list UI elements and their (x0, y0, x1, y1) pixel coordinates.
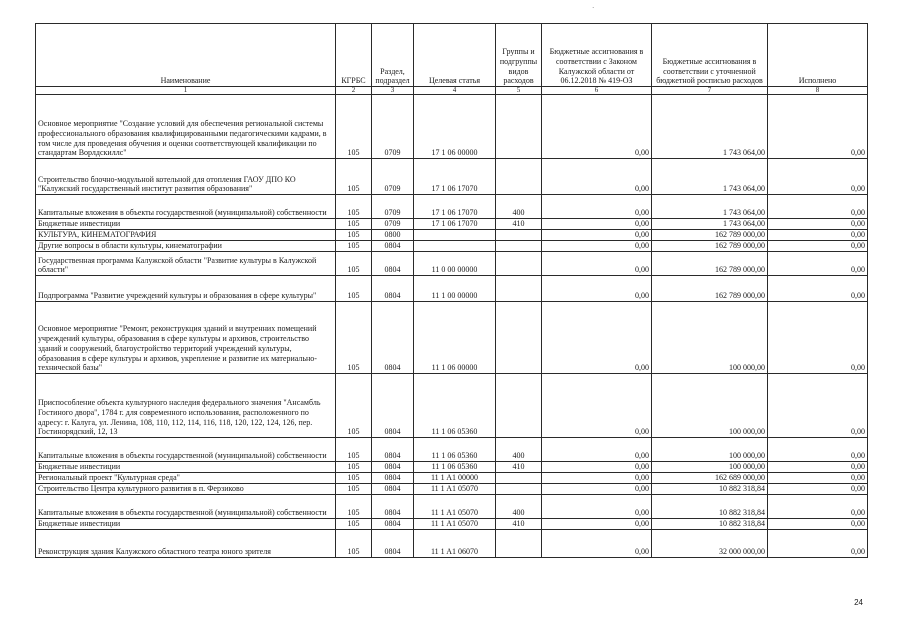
row-law: 0,00 (542, 519, 652, 530)
row-ktrbs: 105 (336, 495, 372, 519)
row-ktrbs: 105 (336, 462, 372, 473)
row-law: 0,00 (542, 195, 652, 219)
row-executed: 0,00 (768, 374, 868, 438)
row-target: 11 1 A1 06070 (414, 530, 496, 558)
row-section: 0804 (372, 519, 414, 530)
row-name: Строительство Центра культурного развития в п. Ферзиково (36, 484, 336, 495)
row-law: 0,00 (542, 159, 652, 195)
row-executed: 0,00 (768, 484, 868, 495)
row-group (496, 159, 542, 195)
row-ktrbs: 105 (336, 302, 372, 374)
row-name: Капитальные вложения в объекты государственной (муниципальной) собственности (36, 195, 336, 219)
row-name: Капитальные вложения в объекты государственной (муниципальной) собственности (36, 438, 336, 462)
row-law: 0,00 (542, 484, 652, 495)
row-section: 0709 (372, 195, 414, 219)
row-executed: 0,00 (768, 530, 868, 558)
row-name: Бюджетные инвестиции (36, 462, 336, 473)
row-refined: 10 882 318,84 (652, 519, 768, 530)
row-group: 410 (496, 462, 542, 473)
row-target: 11 1 A1 05070 (414, 519, 496, 530)
header-law: Бюджетные ассигнования в соответствии с Законом Калужской области от 06.12.2018 № 419-ОЗ (542, 24, 652, 87)
row-target: 11 1 A1 05070 (414, 484, 496, 495)
row-section: 0709 (372, 159, 414, 195)
row-refined: 100 000,00 (652, 462, 768, 473)
column-number: 8 (768, 87, 868, 95)
table-row (36, 530, 868, 558)
row-name: Государственная программа Калужской области "Развитие культуры в Калужской области" (36, 252, 336, 276)
column-number: 3 (372, 87, 414, 95)
row-refined: 162 789 000,00 (652, 252, 768, 276)
row-law: 0,00 (542, 241, 652, 252)
header-name: Наименование (36, 24, 336, 87)
column-number-row (36, 87, 868, 95)
row-refined: 10 882 318,84 (652, 484, 768, 495)
row-group (496, 374, 542, 438)
column-number: 7 (652, 87, 768, 95)
row-executed: 0,00 (768, 230, 868, 241)
row-executed: 0,00 (768, 195, 868, 219)
row-name: Подпрограмма "Развитие учреждений культуры и образования в сфере культуры" (36, 276, 336, 302)
row-executed: 0,00 (768, 276, 868, 302)
row-name: Приспособление объекта культурного наследия федерального значения "Ансамбль Гостиного двора", 1784 г. для современного использования, расположенного по адресу: г. Калуга, ул. Ленина, 108, 110, 112, 114, 116, 118, 120, 122, 124, 126, пер. Гостинорядский, 12, 13 (36, 374, 336, 438)
row-executed: 0,00 (768, 252, 868, 276)
row-refined: 162 789 000,00 (652, 276, 768, 302)
row-target: 17 1 06 17070 (414, 159, 496, 195)
row-section: 0709 (372, 95, 414, 159)
row-name: КУЛЬТУРА, КИНЕМАТОГРАФИЯ (36, 230, 336, 241)
row-law: 0,00 (542, 495, 652, 519)
row-name: Бюджетные инвестиции (36, 519, 336, 530)
table-row (36, 219, 868, 230)
table-row (36, 241, 868, 252)
row-executed: 0,00 (768, 302, 868, 374)
row-law: 0,00 (542, 219, 652, 230)
table-row (36, 95, 868, 159)
row-target: 11 1 06 00000 (414, 302, 496, 374)
row-executed: 0,00 (768, 95, 868, 159)
row-target: 17 1 06 17070 (414, 219, 496, 230)
table-row (36, 159, 868, 195)
table-row (36, 438, 868, 462)
row-law: 0,00 (542, 374, 652, 438)
row-executed: 0,00 (768, 473, 868, 484)
header-ktrbs: КГРБС (336, 24, 372, 87)
budget-table (35, 23, 868, 558)
row-refined: 1 743 064,00 (652, 159, 768, 195)
row-target: 11 1 06 05360 (414, 438, 496, 462)
row-section: 0804 (372, 462, 414, 473)
row-target: 17 1 06 00000 (414, 95, 496, 159)
header-groups: Группы и подгруппы видов расходов (496, 24, 542, 87)
row-law: 0,00 (542, 276, 652, 302)
table-row (36, 484, 868, 495)
row-group (496, 252, 542, 276)
row-executed: 0,00 (768, 519, 868, 530)
column-number: 4 (414, 87, 496, 95)
row-section: 0804 (372, 374, 414, 438)
row-target: 17 1 06 17070 (414, 195, 496, 219)
row-name: Региональный проект "Культурная среда" (36, 473, 336, 484)
header-target: Целевая статья (414, 24, 496, 87)
row-section: 0804 (372, 241, 414, 252)
column-number: 2 (336, 87, 372, 95)
row-refined: 1 743 064,00 (652, 195, 768, 219)
row-refined: 162 689 000,00 (652, 473, 768, 484)
row-group (496, 530, 542, 558)
row-target (414, 230, 496, 241)
table-row (36, 374, 868, 438)
row-ktrbs: 105 (336, 252, 372, 276)
row-ktrbs: 105 (336, 276, 372, 302)
row-name: Капитальные вложения в объекты государственной (муниципальной) собственности (36, 495, 336, 519)
row-group: 400 (496, 438, 542, 462)
scan-mark: · (592, 4, 595, 12)
row-ktrbs: 105 (336, 195, 372, 219)
row-ktrbs: 105 (336, 374, 372, 438)
row-section: 0804 (372, 276, 414, 302)
row-target: 11 1 06 05360 (414, 462, 496, 473)
row-ktrbs: 105 (336, 219, 372, 230)
page-number: 24 (854, 598, 863, 607)
row-ktrbs: 105 (336, 530, 372, 558)
row-law: 0,00 (542, 252, 652, 276)
table-row (36, 462, 868, 473)
row-law: 0,00 (542, 462, 652, 473)
row-group (496, 241, 542, 252)
table-row (36, 495, 868, 519)
row-ktrbs: 105 (336, 95, 372, 159)
row-refined: 100 000,00 (652, 302, 768, 374)
row-ktrbs: 105 (336, 473, 372, 484)
row-section: 0804 (372, 438, 414, 462)
row-law: 0,00 (542, 230, 652, 241)
row-target: 11 1 00 00000 (414, 276, 496, 302)
row-group: 410 (496, 519, 542, 530)
row-refined: 1 743 064,00 (652, 219, 768, 230)
table-row (36, 519, 868, 530)
table-row (36, 276, 868, 302)
row-name: Бюджетные инвестиции (36, 219, 336, 230)
row-ktrbs: 105 (336, 519, 372, 530)
row-section: 0804 (372, 484, 414, 495)
row-group: 400 (496, 495, 542, 519)
row-refined: 32 000 000,00 (652, 530, 768, 558)
table-row (36, 230, 868, 241)
row-section: 0800 (372, 230, 414, 241)
row-executed: 0,00 (768, 219, 868, 230)
row-section: 0709 (372, 219, 414, 230)
row-group (496, 473, 542, 484)
row-refined: 162 789 000,00 (652, 230, 768, 241)
column-number: 6 (542, 87, 652, 95)
row-refined: 162 789 000,00 (652, 241, 768, 252)
row-executed: 0,00 (768, 241, 868, 252)
row-law: 0,00 (542, 95, 652, 159)
row-group: 410 (496, 219, 542, 230)
row-section: 0804 (372, 252, 414, 276)
header-executed: Исполнено (768, 24, 868, 87)
header-refined: Бюджетные ассигнования в соответствии с уточненной бюджетной росписью расходов (652, 24, 768, 87)
row-executed: 0,00 (768, 159, 868, 195)
row-refined: 100 000,00 (652, 374, 768, 438)
header-section: Раздел, подраздел (372, 24, 414, 87)
row-law: 0,00 (542, 530, 652, 558)
table-row (36, 252, 868, 276)
row-section: 0804 (372, 495, 414, 519)
header-row (36, 24, 868, 87)
row-ktrbs: 105 (336, 438, 372, 462)
row-ktrbs: 105 (336, 230, 372, 241)
row-ktrbs: 105 (336, 241, 372, 252)
row-name: Другие вопросы в области культуры, кинематографии (36, 241, 336, 252)
row-section: 0804 (372, 530, 414, 558)
table-row (36, 302, 868, 374)
column-number: 5 (496, 87, 542, 95)
row-group: 400 (496, 195, 542, 219)
row-target: 11 0 00 00000 (414, 252, 496, 276)
row-group (496, 276, 542, 302)
row-executed: 0,00 (768, 495, 868, 519)
row-ktrbs: 105 (336, 159, 372, 195)
row-target: 11 1 A1 00000 (414, 473, 496, 484)
row-executed: 0,00 (768, 438, 868, 462)
row-name: Реконструкция здания Калужского областного театра юного зрителя (36, 530, 336, 558)
row-name: Основное мероприятие "Создание условий для обеспечения региональной системы профессионального образования квалифицированными педагогическими кадрами, в том числе для проведения обучения и оценки соответствующей квалификации по стандартам Ворлдскиллс" (36, 95, 336, 159)
row-target: 11 1 06 05360 (414, 374, 496, 438)
row-refined: 1 743 064,00 (652, 95, 768, 159)
column-number: 1 (36, 87, 336, 95)
row-group (496, 95, 542, 159)
row-refined: 100 000,00 (652, 438, 768, 462)
row-target: 11 1 A1 05070 (414, 495, 496, 519)
row-group (496, 230, 542, 241)
row-group (496, 484, 542, 495)
row-section: 0804 (372, 302, 414, 374)
row-executed: 0,00 (768, 462, 868, 473)
row-target (414, 241, 496, 252)
row-law: 0,00 (542, 438, 652, 462)
row-refined: 10 882 318,84 (652, 495, 768, 519)
row-law: 0,00 (542, 473, 652, 484)
row-name: Основное мероприятие "Ремонт, реконструкция зданий и внутренних помещений учреждений культуры, образования в сфере культуры и архивов, строительство зданий и сооружений, благоустройство территорий учреждений культуры, образования в сфере культуры и архивов, укрепление и развитие их материально-технической базы" (36, 302, 336, 374)
table-row (36, 195, 868, 219)
row-section: 0804 (372, 473, 414, 484)
row-ktrbs: 105 (336, 484, 372, 495)
row-name: Строительство блочно-модульной котельной для отопления ГАОУ ДПО КО "Калужский государственный институт развития образования" (36, 159, 336, 195)
row-group (496, 302, 542, 374)
table-row (36, 473, 868, 484)
row-law: 0,00 (542, 302, 652, 374)
